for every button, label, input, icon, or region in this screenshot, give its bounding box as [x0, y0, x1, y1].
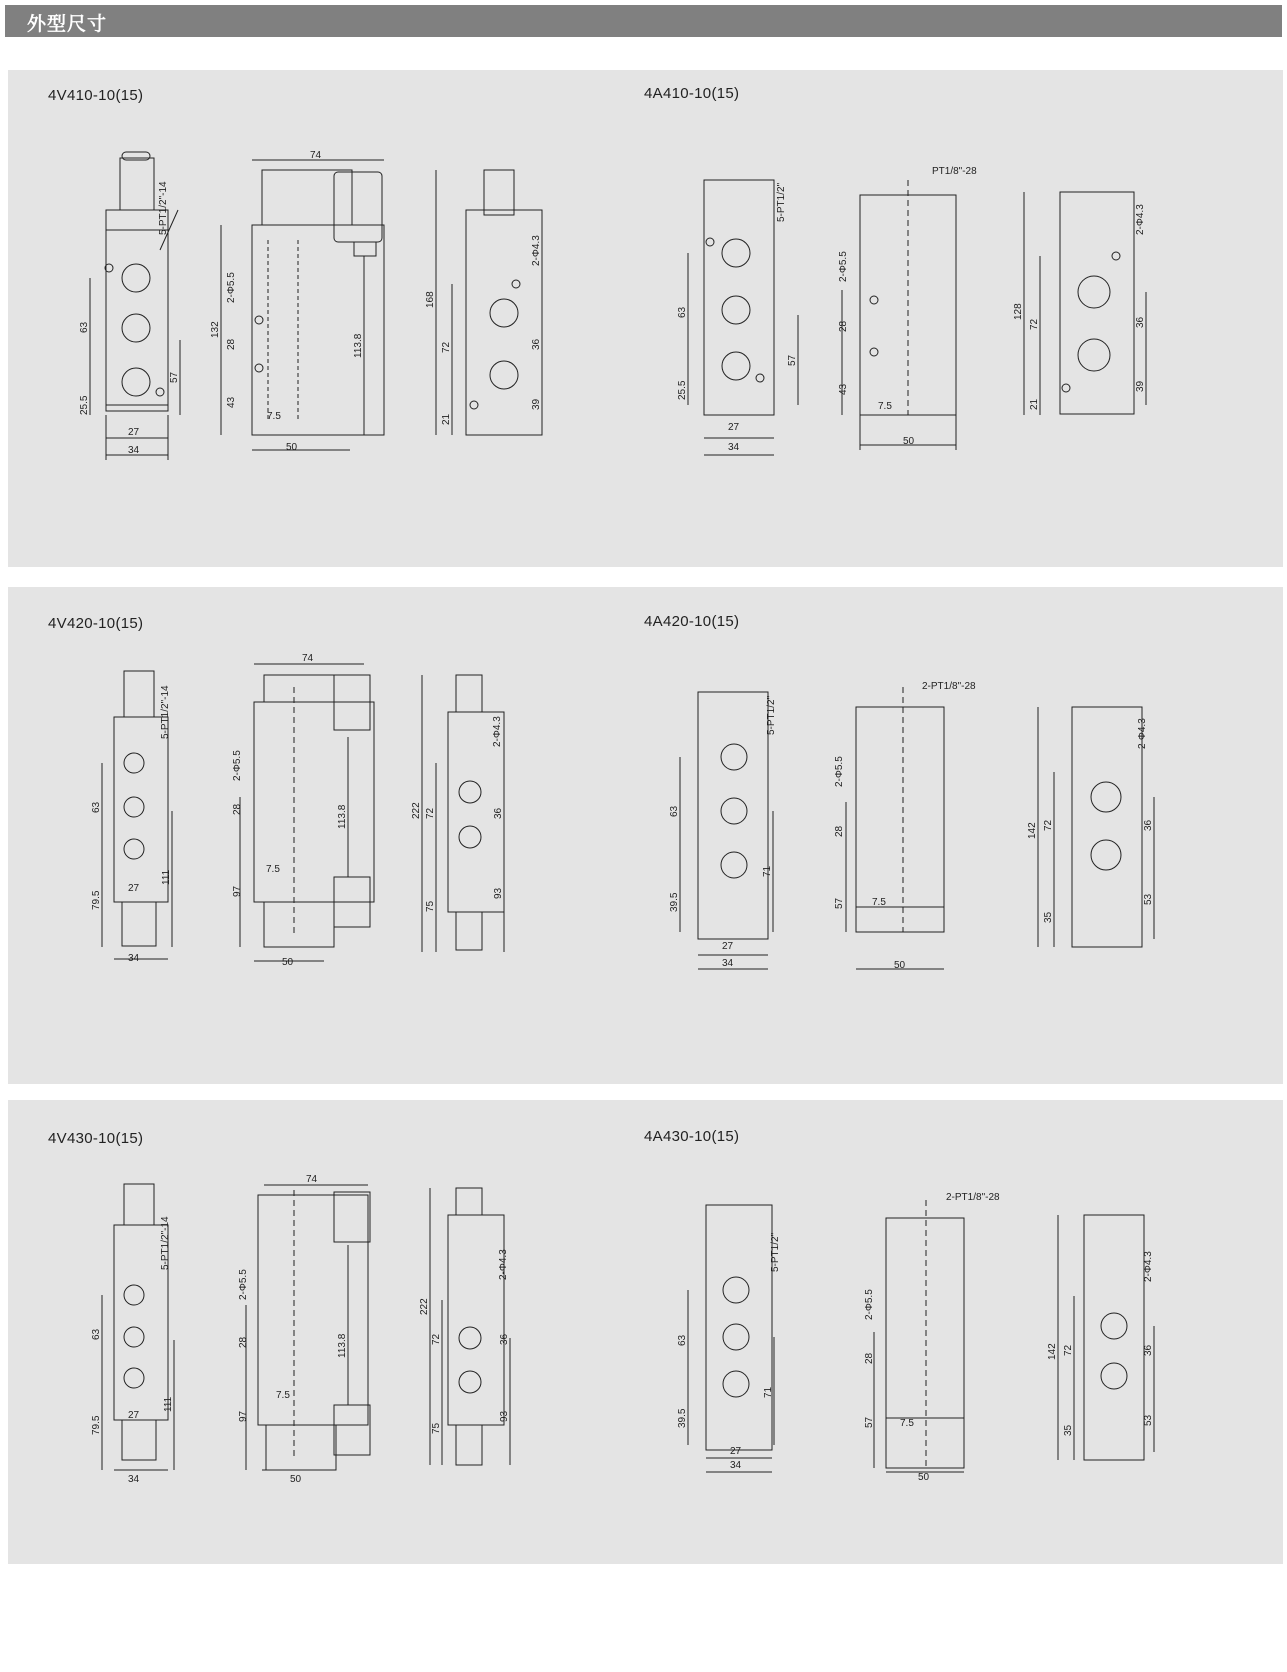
dim-72-a2: 72	[1043, 819, 1054, 831]
dim-111: 111	[161, 869, 172, 885]
dim-72-3: 72	[431, 1333, 442, 1345]
dim-43-a: 43	[838, 383, 849, 395]
dim-hole-5-5-a3: 2-Φ5.5	[864, 1289, 875, 1320]
dim-pt-a3: 2-PT1/8"-28	[946, 1192, 1000, 1203]
dim-57-a: 57	[787, 354, 798, 366]
dim-36-a3: 36	[1143, 1344, 1154, 1356]
dim-222: 222	[411, 802, 422, 819]
dim-93: 93	[493, 887, 504, 899]
dim-27-2: 27	[128, 883, 140, 894]
dim-50-a2: 50	[894, 960, 906, 971]
dim-7-5: 7.5	[267, 411, 281, 422]
dim-97: 97	[232, 885, 243, 897]
dim-39-a: 39	[1135, 380, 1146, 392]
dim-36-a2: 36	[1143, 819, 1154, 831]
port-circle	[122, 368, 150, 396]
model-label-4v410: 4V410-10(15)	[48, 87, 144, 104]
dim-63-a: 63	[677, 306, 688, 318]
dim-hole-4-3-3: 2-Φ4.3	[498, 1249, 509, 1280]
dim-28-a: 28	[838, 320, 849, 332]
dim-7-5-3: 7.5	[276, 1390, 290, 1401]
model-label-4a410: 4A410-10(15)	[644, 85, 740, 102]
dim-25-5-a: 25.5	[677, 380, 688, 400]
dim-port-a2: 5-PT1/2"	[766, 695, 777, 735]
dim-39-5-a3: 39.5	[677, 1408, 688, 1428]
dim-port-a: 5-PT1/2"	[776, 182, 787, 222]
dim-hole-4-3-a2: 2-Φ4.3	[1137, 718, 1148, 749]
dim-50-a: 50	[903, 436, 915, 447]
port-circle	[122, 314, 150, 342]
dim-36-2: 36	[493, 807, 504, 819]
dim-74-2: 74	[302, 653, 314, 664]
dim-port: 5-PT1/2"-14	[158, 181, 169, 235]
dim-36-3: 36	[499, 1333, 510, 1345]
dim-53: 53	[1143, 893, 1154, 905]
dim-7-5-2: 7.5	[266, 864, 280, 875]
dim-97-3: 97	[238, 1410, 249, 1422]
dim-hole-5-5-3: 2-Φ5.5	[238, 1269, 249, 1300]
dim-72: 72	[441, 341, 452, 353]
dim-27-a2: 27	[722, 941, 734, 952]
dim-79-5: 79.5	[91, 890, 102, 910]
dim-72-a3: 72	[1063, 1344, 1074, 1356]
dim-63-3: 63	[91, 1328, 102, 1340]
dim-28: 28	[226, 338, 237, 350]
dim-35: 35	[1043, 911, 1054, 923]
dim-hole-5-5: 2-Φ5.5	[226, 272, 237, 303]
dim-36-a: 36	[1135, 316, 1146, 328]
dim-34: 34	[128, 445, 140, 456]
dim-142: 142	[1027, 822, 1038, 839]
dim-74-3: 74	[306, 1174, 318, 1185]
drawing-panel-1	[8, 70, 1283, 567]
valve-body-front	[106, 210, 168, 411]
dim-50-a3: 50	[918, 1472, 930, 1483]
dim-75-3: 75	[431, 1422, 442, 1434]
panel-2	[8, 587, 1283, 1084]
dim-pt-a2: 2-PT1/8"-28	[922, 681, 976, 692]
dim-7-5-a2: 7.5	[872, 897, 886, 908]
dim-34-a: 34	[728, 442, 740, 453]
dim-27: 27	[128, 427, 140, 438]
dim-39-5: 39.5	[669, 892, 680, 912]
dim-93-3: 93	[499, 1410, 510, 1422]
dim-hole-5-5-2: 2-Φ5.5	[232, 750, 243, 781]
dim-71-a3: 71	[763, 1386, 774, 1398]
dim-128: 128	[1013, 303, 1024, 320]
model-label-4v420: 4V420-10(15)	[48, 615, 144, 632]
solenoid-coil	[120, 158, 154, 210]
dim-34-3: 34	[128, 1474, 140, 1485]
dim-50-3: 50	[290, 1474, 302, 1485]
dim-hole-4-3-a3: 2-Φ4.3	[1143, 1251, 1154, 1282]
dim-57: 57	[169, 371, 180, 383]
dim-72-a: 72	[1029, 318, 1040, 330]
dim-74: 74	[310, 150, 322, 161]
dim-168: 168	[425, 291, 436, 308]
section-title: 外型尺寸	[27, 13, 108, 35]
dim-113-8-3: 113.8	[337, 1333, 348, 1358]
model-label-4v430: 4V430-10(15)	[48, 1130, 144, 1147]
dim-port-2: 5-PT1/2"-14	[160, 685, 171, 739]
dim-34-2: 34	[128, 953, 140, 964]
dim-35-a3: 35	[1063, 1424, 1074, 1436]
drawing-panel-2	[8, 587, 1283, 1084]
dim-hole-5-5-a: 2-Φ5.5	[838, 251, 849, 282]
dim-hole-4-3-2: 2-Φ4.3	[492, 716, 503, 747]
dim-113-8-2: 113.8	[337, 804, 348, 829]
dim-pt-a: PT1/8"-28	[932, 166, 977, 177]
dim-63-2: 63	[91, 801, 102, 813]
dim-111-3: 111	[163, 1396, 174, 1412]
dim-132: 132	[210, 321, 221, 338]
dim-43: 43	[226, 396, 237, 408]
dim-hole-5-5-a2: 2-Φ5.5	[834, 756, 845, 787]
dim-28-3: 28	[238, 1336, 249, 1348]
dim-39: 39	[531, 398, 542, 410]
dim-27-3: 27	[128, 1410, 140, 1421]
dim-72-2: 72	[425, 807, 436, 819]
dim-50: 50	[286, 442, 298, 453]
dim-hole-4-3-a: 2-Φ4.3	[1135, 204, 1146, 235]
dim-50-2: 50	[282, 957, 294, 968]
valve-body-end-a	[1060, 192, 1134, 414]
dim-57-a3: 57	[864, 1416, 875, 1428]
dim-28-a2: 28	[834, 825, 845, 837]
dim-57-a2: 57	[834, 897, 845, 909]
dim-63: 63	[79, 321, 90, 333]
model-label-4a420: 4A420-10(15)	[644, 613, 740, 630]
dim-34-a3: 34	[730, 1460, 742, 1471]
dim-27-a: 27	[728, 422, 740, 433]
dim-222-3: 222	[419, 1298, 430, 1315]
dim-36: 36	[531, 338, 542, 350]
dim-21: 21	[441, 413, 452, 425]
dim-21-a: 21	[1029, 398, 1040, 410]
dim-27-a3: 27	[730, 1446, 742, 1457]
dim-53-a3: 53	[1143, 1414, 1154, 1426]
dim-71: 71	[762, 865, 773, 877]
panel-1	[8, 70, 1283, 567]
dim-7-5-a3: 7.5	[900, 1418, 914, 1429]
model-label-4a430: 4A430-10(15)	[644, 1128, 740, 1145]
dim-25-5: 25.5	[79, 395, 90, 415]
dim-142-a3: 142	[1047, 1343, 1058, 1360]
dim-port-a3: 5-PT1/2"	[770, 1232, 781, 1272]
dim-28-a3: 28	[864, 1352, 875, 1364]
dim-113-8: 113.8	[353, 333, 364, 358]
dim-28-2: 28	[232, 803, 243, 815]
dim-34-a2: 34	[722, 958, 734, 969]
drawing-panel-3	[8, 1100, 1283, 1564]
dim-75: 75	[425, 900, 436, 912]
dim-63-a2: 63	[669, 805, 680, 817]
dim-port-3-label: 5-PT1/2"-14	[160, 1216, 171, 1270]
dim-79-5-3: 79.5	[91, 1415, 102, 1435]
section-title-bar	[5, 5, 1282, 37]
port-circle	[122, 264, 150, 292]
dim-7-5-a: 7.5	[878, 401, 892, 412]
dim-63-a3: 63	[677, 1334, 688, 1346]
dim-hole-4-3: 2-Φ4.3	[531, 235, 542, 266]
panel-3	[8, 1100, 1283, 1564]
